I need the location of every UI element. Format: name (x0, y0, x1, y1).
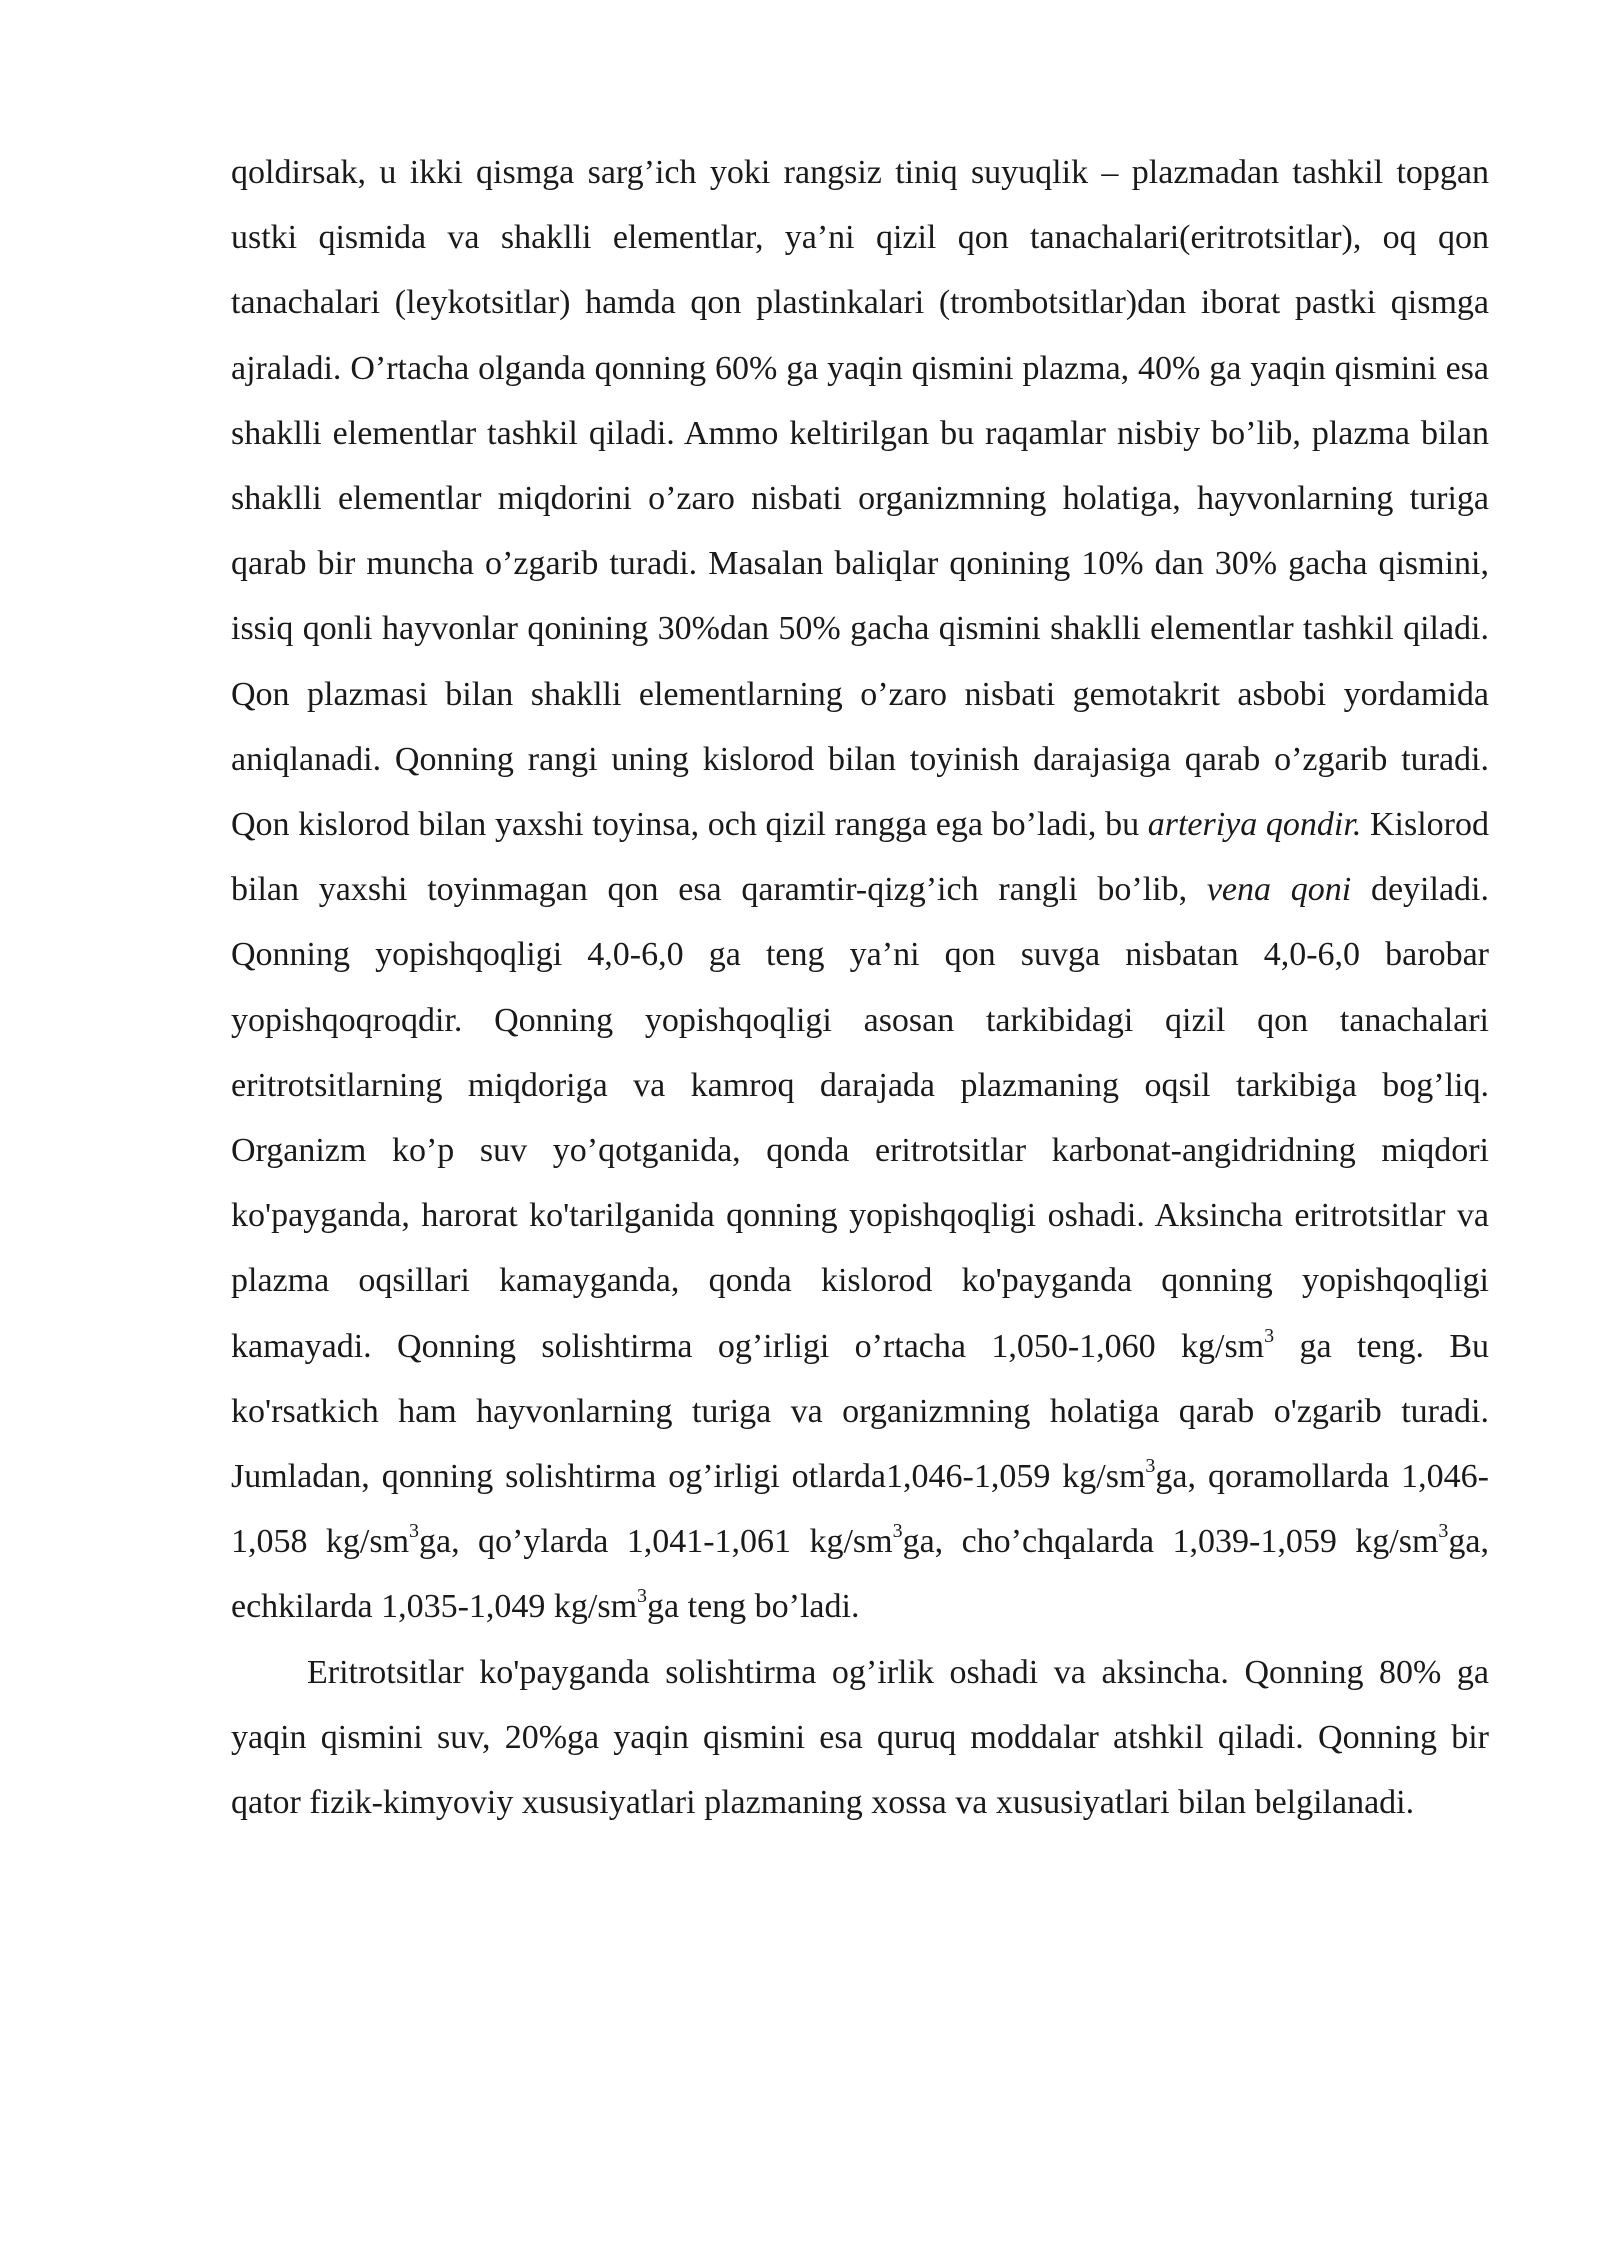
paragraph-1-text-3: deyiladi. Qonning yopishqoqligi 4,0-6,0 ga teng ya’ni qon suvga nisbatan 4,0-6,0 barobar yopishqoqroqdir. Qonning yopishqoqligi asosan tarkibidagi qizil qon tanachalari eritrotsitlarning miqdoriga va kamroq darajada plazmaning oqsil tarkibiga bog’liq. Organizm ko’p suv yo’qotganida, qonda eritrotsitlar karbonat-angidridning miqdori ko'payganda, harorat ko'tarilganida qonning yopishqoqligi oshadi. Aksincha eritrotsitlar va plazma oqsillari kamayganda, qonda kislorod ko'payganda qonning yopishqoqligi kamayadi. Qonning solishtirma og’irligi o’rtacha 1,050-1,060 kg/sm (231, 871, 1489, 1365)
paragraph-1-text-9: ga teng bo’ladi. (647, 1588, 860, 1626)
paragraph-1-text-6: ga, qo’ylarda 1,041-1,061 kg/sm (419, 1523, 893, 1561)
superscript-cube-3: 3 (409, 1520, 420, 1543)
paragraph-1-text-2: Kislorod bilan yaxshi toyinmagan qon esa qaramtir-qizg’ich rangli bo’lib, (231, 806, 1490, 909)
italic-term-arteriya-qondir: arteriya qondir. (1147, 806, 1362, 844)
paragraph-2: Eritrotsitlar ko'payganda solishtirma og’irlik oshadi va aksincha. Qonning 80% ga yaqin qismini suv, 20%ga yaqin qismini esa quruq moddalar atshkil qiladi. Qonning bir qator fizik-kimyoviy xususiyatlari plazmaning xossa va xususiyatlari bilan belgilanadi. (231, 1653, 1489, 1822)
document-page (231, 140, 1489, 1835)
superscript-cube-4: 3 (892, 1520, 903, 1543)
paragraph-1-text-1: qoldirsak, u ikki qismga sarg’ich yoki rangsiz tiniq suyuqlik – plazmadan tashkil topgan ustki qismida va shaklli elementlar, ya’ni qizil qon tanachalari(eritrotsitlar), oq qon tanachalari (leykotsitlar) hamda qon plastinkalari (trombotsitlar)dan iborat pastki qismga ajraladi. O’rtacha olganda qonning 60% ga yaqin qismini plazma, 40% ga yaqin qismini esa shaklli elementlar tashkil qiladi. Ammo keltirilgan bu raqamlar nisbiy bo’lib, plazma bilan shaklli elementlar miqdorini o’zaro nisbati organizmning holatiga, hayvonlarning turiga qarab bir muncha o’zgarib turadi. Masalan baliqlar qonining 10% dan 30% gacha qismini, issiq qonli hayvonlar qonining 30%dan 50% gacha qismini shaklli elementlar tashkil qiladi. Qon plazmasi bilan shaklli elementlarning o’zaro nisbati gemotakrit asbobi yordamida aniqlanadi. Qonning rangi uning kislorod bilan toyinish darajasiga qarab o’zgarib turadi. Qon kislorod bilan yaxshi toyinsa, och qizil rangga ega bo’ladi, bu (231, 154, 1489, 844)
paragraph-1-text-5: ga, qoramollarda 1,046-1,058 kg/sm (231, 1458, 1490, 1561)
paragraph-1-text-7: ga, cho’chqalarda 1,039-1,059 kg/sm (902, 1523, 1439, 1561)
italic-term-vena-qoni: vena qoni (1206, 871, 1352, 909)
superscript-cube-1: 3 (1264, 1324, 1275, 1347)
paragraph-1-text-8: ga, echkilarda 1,035-1,049 kg/sm (231, 1523, 1490, 1626)
paragraph-1-text-4: ga teng. Bu ko'rsatkich ham hayvonlarning turiga va organizmning holatiga qarab o'zgarib turadi. Jumladan, qonning solishtirma og’irligi otlarda1,046-1,059 kg/sm (231, 1327, 1490, 1496)
paragraph-1 (231, 140, 1489, 1640)
superscript-cube-5: 3 (1438, 1520, 1449, 1543)
superscript-cube-6: 3 (637, 1585, 648, 1608)
superscript-cube-2: 3 (1145, 1455, 1156, 1478)
